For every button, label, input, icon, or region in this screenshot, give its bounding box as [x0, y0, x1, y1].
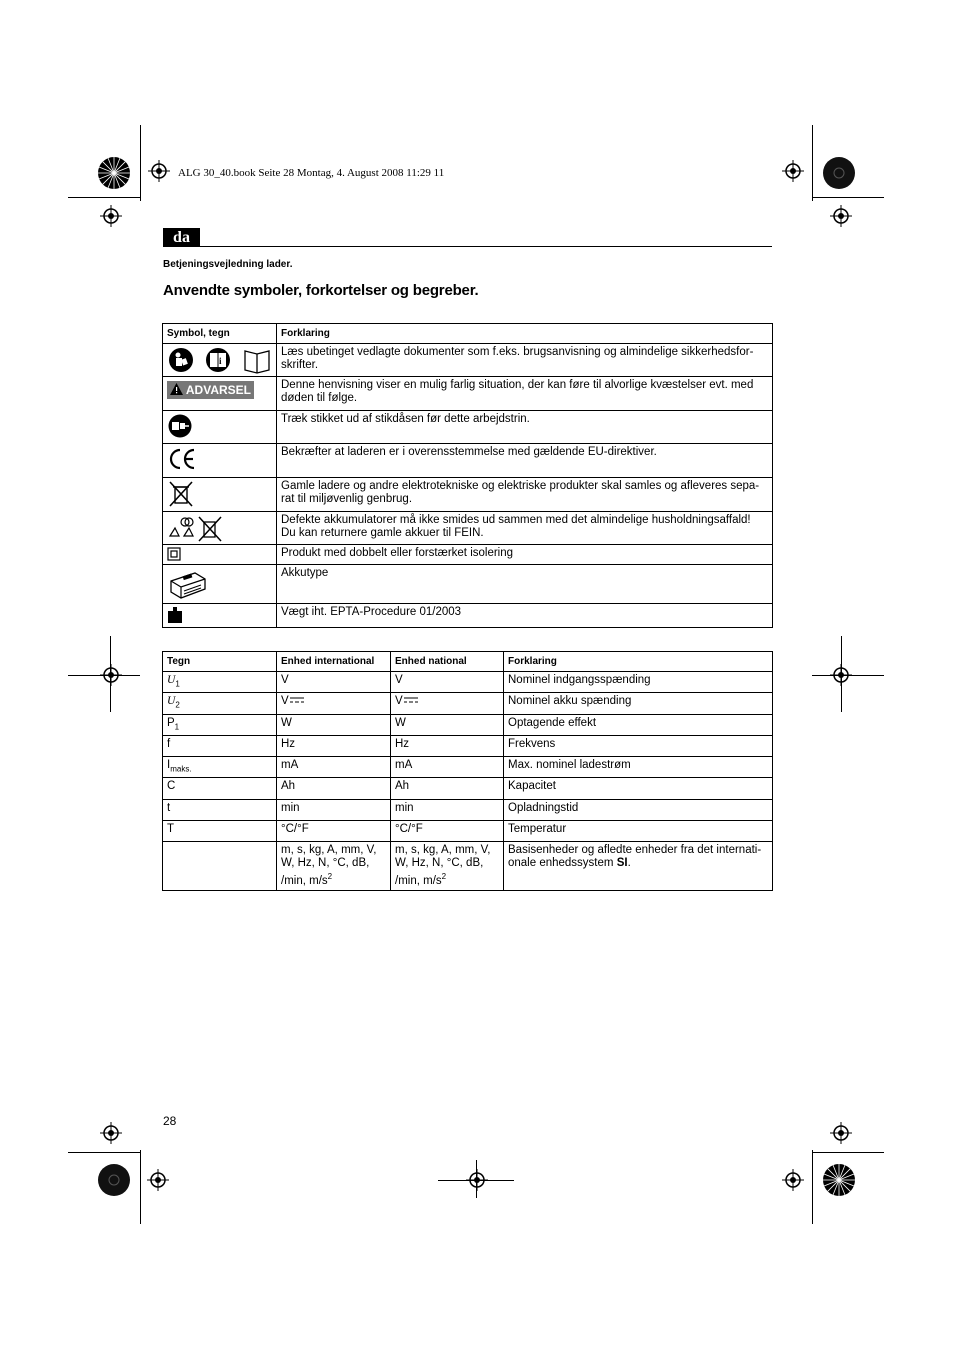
registration-mark-icon — [830, 1122, 852, 1144]
si-units-text: m, s, kg, A, mm, V, W, Hz, N, °C, dB, /min, m/s — [395, 844, 491, 888]
sign-cell — [163, 757, 277, 778]
explanation-cell — [504, 842, 773, 891]
starburst-mark-icon — [97, 156, 131, 190]
symbols-table — [162, 323, 773, 628]
unit-intl-value: Ah — [281, 780, 296, 793]
warning-badge-label: ADVARSEL — [185, 383, 252, 397]
sign-cell — [163, 714, 277, 735]
unit-natl-value: mA — [395, 759, 413, 772]
si-units-superscript: 2 — [327, 872, 333, 882]
sign-symbol: f — [167, 737, 171, 750]
unit-natl-cell — [391, 778, 504, 799]
unplug-icon — [167, 413, 193, 439]
symbol-cell — [163, 377, 277, 411]
sign-symbol: T — [167, 823, 175, 836]
unit-natl-value: V — [395, 695, 403, 708]
unit-intl-cell — [277, 672, 391, 693]
units-table — [162, 651, 773, 891]
explanation-cell: Bekræfter at laderen er i overensstemmelse med gældende EU-direktiver. — [277, 444, 773, 478]
table-row — [163, 757, 773, 778]
warning-triangle-icon — [170, 383, 183, 395]
sign-subscript: 1 — [174, 721, 180, 731]
dc-symbol-icon — [404, 697, 418, 703]
table-row — [163, 693, 773, 714]
explanation-cell: Vægt iht. EPTA-Procedure 01/2003 — [277, 604, 773, 628]
table-row — [163, 672, 773, 693]
symbol-cell — [163, 344, 277, 377]
column-header: Enhed national — [391, 652, 504, 672]
weee-bin-icon — [167, 480, 195, 508]
table-row — [163, 735, 773, 756]
explanation-cell: Frekvens — [504, 735, 773, 756]
sign-subscript: 1 — [175, 679, 180, 689]
starburst-mark-icon — [822, 1163, 856, 1197]
table-row — [163, 512, 773, 545]
unit-intl-value: W — [281, 716, 292, 729]
explanation-cell: Kapacitet — [504, 778, 773, 799]
unit-intl-cell — [277, 757, 391, 778]
unit-natl-value: V — [395, 674, 403, 686]
registration-mark-icon — [100, 1122, 122, 1144]
unit-intl-cell — [277, 778, 391, 799]
symbol-cell — [163, 478, 277, 512]
column-header: Forklaring — [277, 324, 773, 344]
explanation-cell: Defekte akkumulatorer må ikke smides ud sammen med det almindelige husholdningsaffald! Du kan returnere gamle akkuer til FEIN. — [277, 512, 773, 545]
sign-symbol: I — [167, 759, 171, 772]
table-row — [163, 842, 773, 891]
si-explanation-text: Basisenheder og afledte enheder fra det internati-onale enhedssystem — [508, 844, 762, 870]
symbol-cell — [163, 565, 277, 604]
explanation-cell: Akkutype — [277, 565, 773, 604]
starburst-mark-icon — [822, 156, 856, 190]
unit-natl-value: W — [395, 716, 406, 729]
explanation-cell: Optagende effekt — [504, 714, 773, 735]
table-row — [163, 565, 773, 604]
registration-mark-icon — [100, 205, 122, 227]
table-row — [163, 821, 773, 842]
sign-subscript: maks. — [170, 764, 192, 774]
si-explanation-end: . — [627, 857, 631, 870]
symbol-cell — [163, 604, 277, 628]
battery-recycle-icon — [167, 514, 223, 542]
unit-natl-value: Hz — [395, 737, 410, 750]
battery-pack-icon — [167, 567, 207, 601]
unit-intl-value: V — [281, 695, 289, 708]
unit-intl-cell — [277, 799, 391, 820]
sign-subscript: 2 — [175, 700, 180, 710]
document-subtitle: Betjeningsvejledning lader. — [163, 259, 293, 270]
table-header-row — [163, 652, 773, 672]
table-row — [163, 778, 773, 799]
unit-natl-cell — [391, 757, 504, 778]
ce-mark-icon — [167, 446, 197, 472]
language-badge: da — [163, 228, 200, 247]
unit-natl-value: min — [395, 801, 414, 814]
column-header: Tegn — [163, 652, 277, 672]
unit-intl-cell — [277, 842, 391, 891]
explanation-cell: Opladningstid — [504, 799, 773, 820]
starburst-mark-icon — [97, 1163, 131, 1197]
explanation-cell: Temperatur — [504, 821, 773, 842]
table-row — [163, 377, 773, 411]
book-header-line: ALG 30_40.book Seite 28 Montag, 4. August 2008 11:29 11 — [178, 167, 445, 179]
unit-natl-cell — [391, 672, 504, 693]
column-header: Symbol, tegn — [163, 324, 277, 344]
dc-symbol-icon — [290, 697, 304, 703]
unit-intl-value: V — [281, 674, 289, 686]
unit-intl-value: mA — [281, 759, 299, 772]
unit-natl-cell — [391, 842, 504, 891]
warning-badge — [167, 381, 254, 399]
page-number: 28 — [163, 1114, 177, 1128]
table-row — [163, 444, 773, 478]
unit-intl-cell — [277, 693, 391, 714]
sign-cell — [163, 693, 277, 714]
table-row — [163, 714, 773, 735]
svg-text:i: i — [219, 356, 222, 366]
unit-natl-cell — [391, 799, 504, 820]
table-row — [163, 411, 773, 444]
symbol-cell — [163, 512, 277, 545]
table-row — [163, 545, 773, 565]
column-header: Enhed international — [277, 652, 391, 672]
sign-cell — [163, 778, 277, 799]
section-heading: Anvendte symboler, forkortelser og begreber. — [163, 282, 479, 299]
unit-intl-value: °C/°F — [281, 823, 309, 836]
sign-symbol: U — [167, 695, 176, 708]
unit-natl-cell — [391, 821, 504, 842]
sign-cell — [163, 842, 277, 891]
explanation-cell: Nominel akku spænding — [504, 693, 773, 714]
column-header: Forklaring — [504, 652, 773, 672]
registration-mark-icon — [830, 205, 852, 227]
sign-symbol: U — [167, 674, 176, 686]
header-rule — [200, 246, 772, 247]
symbol-cell — [163, 444, 277, 478]
table-header-row — [163, 324, 773, 344]
unit-intl-cell — [277, 735, 391, 756]
read-manual-icons — [167, 346, 271, 374]
unit-intl-value: min — [281, 801, 300, 814]
sign-cell — [163, 799, 277, 820]
weight-icon — [167, 606, 183, 624]
registration-mark-icon — [782, 1169, 804, 1191]
explanation-cell: Max. nominel ladestrøm — [504, 757, 773, 778]
explanation-cell: Træk stikket ud af stikdåsen før dette arbejdstrin. — [277, 411, 773, 444]
unit-natl-cell — [391, 714, 504, 735]
unit-intl-cell — [277, 821, 391, 842]
table-row — [163, 344, 773, 377]
symbol-cell — [163, 411, 277, 444]
registration-mark-icon — [148, 160, 170, 182]
sign-cell — [163, 672, 277, 693]
registration-mark-icon — [147, 1169, 169, 1191]
sign-cell — [163, 821, 277, 842]
si-units-superscript: 2 — [441, 872, 447, 882]
explanation-cell: Gamle ladere og andre elektrotekniske og elektriske produkter skal samles og afleveres sepa-rat til miljøvenlig genbrug. — [277, 478, 773, 512]
explanation-cell: Nominel indgangsspænding — [504, 672, 773, 693]
registration-mark-icon — [782, 160, 804, 182]
explanation-cell: Læs ubetinget vedlagte dokumenter som f.eks. brugsanvisning og almindelige sikkerhedsfor-skrifter. — [277, 344, 773, 377]
unit-natl-value: °C/°F — [395, 823, 423, 836]
sign-symbol: P — [167, 716, 175, 729]
explanation-cell: Produkt med dobbelt eller forstærket isolering — [277, 545, 773, 565]
unit-natl-cell — [391, 735, 504, 756]
table-row — [163, 478, 773, 512]
sign-symbol: t — [167, 801, 171, 814]
table-row — [163, 799, 773, 820]
unit-natl-cell — [391, 693, 504, 714]
unit-natl-value: Ah — [395, 780, 410, 793]
unit-intl-value: Hz — [281, 737, 296, 750]
si-units-text: m, s, kg, A, mm, V, W, Hz, N, °C, dB, /min, m/s — [281, 844, 377, 888]
symbol-cell — [163, 545, 277, 565]
unit-intl-cell — [277, 714, 391, 735]
explanation-cell: Denne henvisning viser en mulig farlig situation, der kan føre til alvorlige kvæstelser evt. med døden til følge. — [277, 377, 773, 411]
double-insulation-icon — [167, 547, 181, 561]
sign-symbol: C — [167, 780, 176, 793]
sign-cell — [163, 735, 277, 756]
si-abbreviation: SI — [616, 857, 628, 870]
table-row — [163, 604, 773, 628]
